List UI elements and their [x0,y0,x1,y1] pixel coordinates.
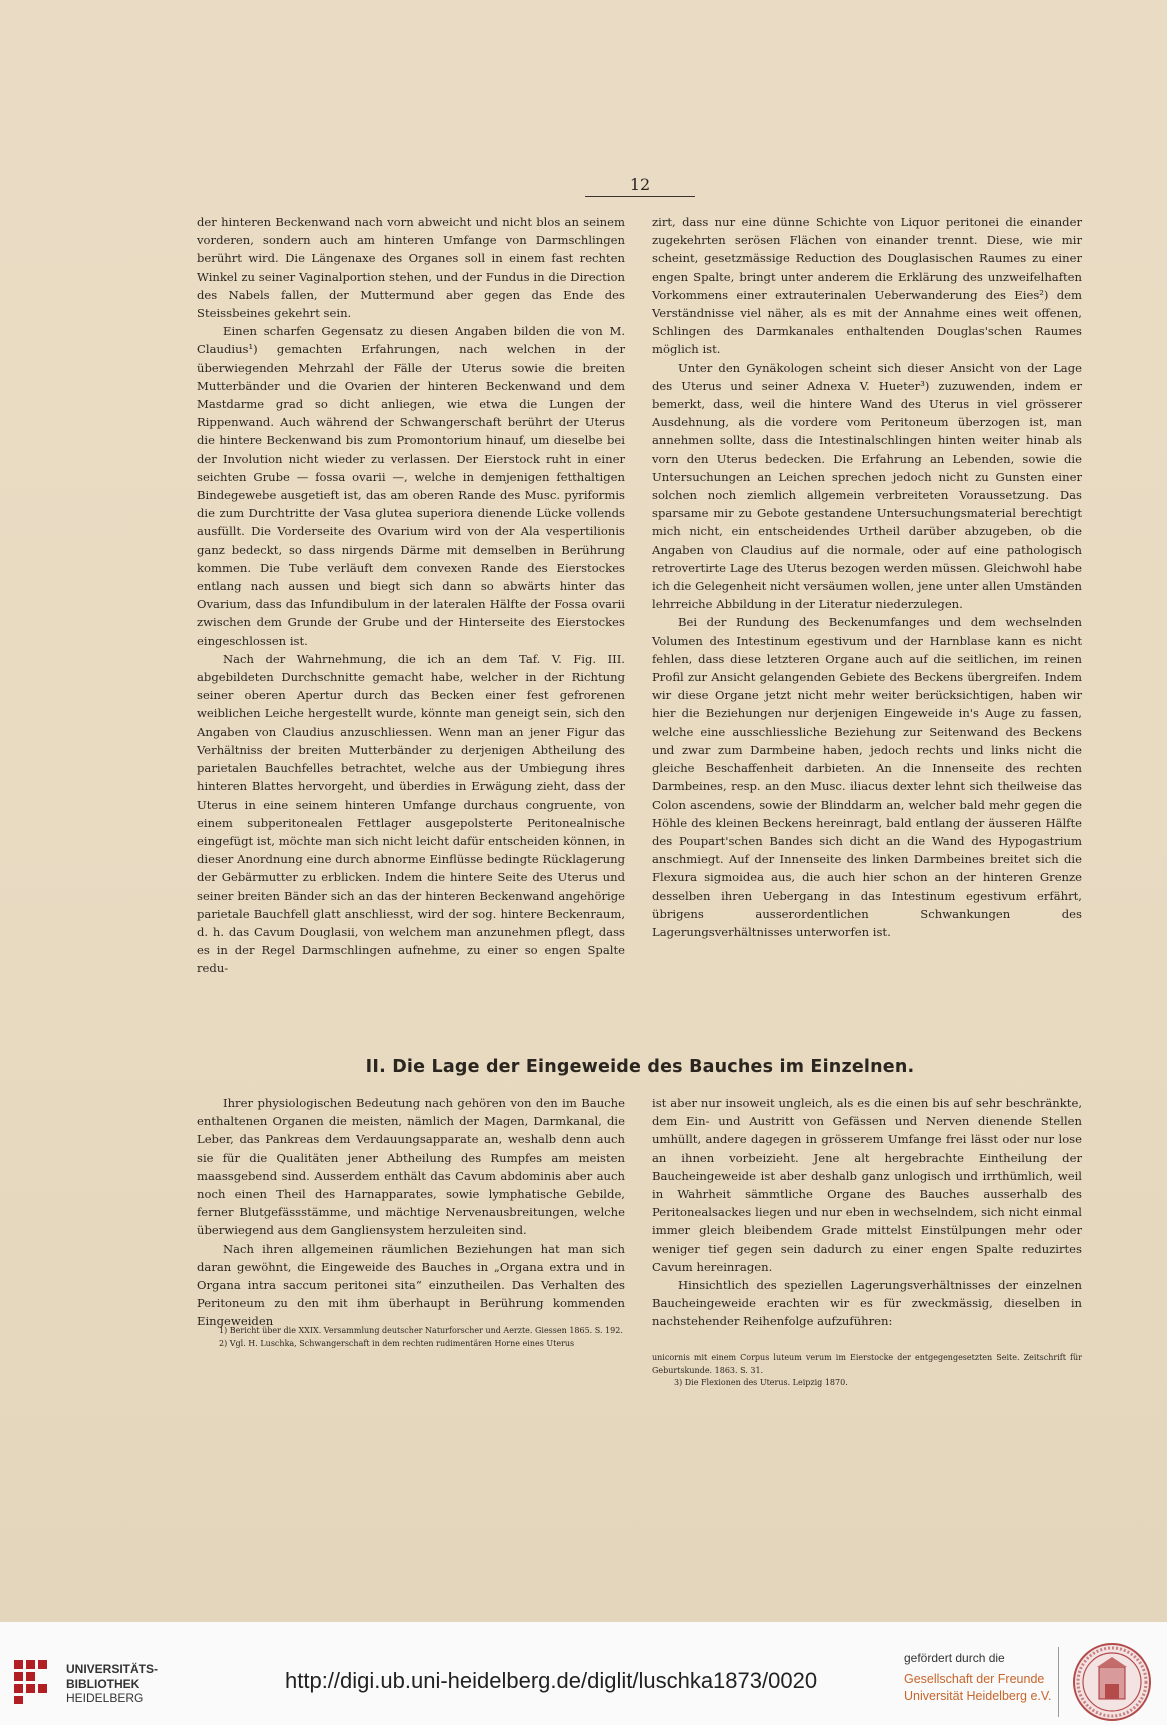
footnote: 2) Vgl. H. Luschka, Schwangerschaft in dem rechten rudimentären Horne eines Uterus [219,1338,575,1348]
page-number: 12 [585,175,695,197]
column-top-left [197,213,625,978]
ub-heidelberg-logo-icon [14,1660,60,1704]
footnotes-left [197,1325,625,1350]
section-heading: II. Die Lage der Eingeweide des Bauches im Einzelnen. [365,1057,915,1077]
sponsor-name: Gesellschaft der Freunde Universität Heidelberg e.V. [904,1672,1052,1703]
paragraph: Hinsichtlich des speziellen Lagerungsverhältnisses der einzelnen Baucheingeweide erachten wir es für zweckmässig, dieselben in nachstehender Reihenfolge aufzuführen: [652,1278,1082,1329]
library-name: UNIVERSITÄTS- BIBLIOTHEK HEIDELBERG [66,1662,159,1705]
column-bottom-right [652,1094,1082,1331]
footnote: 1) Bericht über die XXIX. Versammlung deutscher Naturforscher und Aerzte. Giessen 1865. S. 192. [219,1326,623,1335]
paragraph: Einen scharfen Gegensatz zu diesen Angaben bilden die von M. Claudius¹) gemachten Erfahrungen, nach welchen in der überwiegenden Mehrzahl der Fälle der Uterus sowie die breiten Mutterbänder und die Ovarien der hinteren Beckenwand und dem Mastdarme grad so dicht anliegen, wie etwa die Lungen der Rippenwand. Auch während der Schwangerschaft berührt der Uterus die hintere Beckenwand bis zum Promontorium hinauf, um dieselbe bei der Involution nicht wieder zu verlassen. Der Eierstock ruht in einer seichten Grube — fossa ovarii —, welche in demjenigen fetthaltigen Bindegewebe ausgetieft ist, das am oberen Rande des Musc. pyriformis die zum Durchtritte der Vasa glutea superiora dienende Lücke vollends ausfüllt. Die Vorderseite des Ovarium wird von der Ala vespertilionis ganz bedeckt, so dass nirgends Därme mit demselben in Berührung kommen. Die Tube verläuft dem convexen Rande des Eierstockes entlang nach aussen und biegt sich dann so abwärts hinter das Ovarium, dass das Infundibulum in der lateralen Hälfte der Fossa ovarii zwischen dem Grunde der Grube und der Hinterseite des Eierstockes eingeschlossen ist. [197,324,625,648]
paragraph: Bei der Rundung des Beckenumfanges und dem wechselnden Volumen des Intestinum egestivum und der Harnblase kann es nicht fehlen, dass diese letzteren Organe auch auf die seitlichen, im reinen Profil zur Ansicht gelangenden Gebiete des Beckens übergreifen. Indem wir diese Organe jetzt nicht mehr weiter berücksichtigen, haben wir hier die Beziehungen nur derjenigen Eingeweide in's Auge zu fassen, welche eine ausschliessliche Beziehung zur Seitenwand des Beckens und zwar zum Darmbeine haben, jedoch rechts und links nicht die gleiche Beschaffenheit darbieten. An die Innenseite des rechten Darmbeines, resp. an den Musc. iliacus dexter lehnt sich theilweise das Colon ascendens, sowie der Blinddarm an, welcher bald mehr gegen die Höhle des kleinen Beckens hereinragt, bald entlang der äusseren Hälfte des Poupart'schen Bandes sich dicht an die Wand des Hypogastrium anschmiegt. Auf der Innenseite des linken Darmbeines breitet sich die Flexura sigmoidea aus, die auch hier schon an der hinteren Grenze desselben ihren Uebergang in das Intestinum egestivum erfährt, übrigens ausserordentlichen Schwankungen des Lagerungsverhältnisses unterworfen ist. [652,615,1082,939]
column-top-right [652,213,1082,941]
paragraph: Unter den Gynäkologen scheint sich dieser Ansicht von der Lage des Uterus und seiner Adnexa V. Hueter³) zuzuwenden, indem er bemerkt, dass, weil die hintere Wand des Uterus in viel grösserer Ausdehnung, als die vordere vom Peritoneum überzogen ist, man annehmen sollte, dass die Intestinalschlingen hinten weiter hinab als vorn den Uterus bedecken. Die Erfahrung an Lebenden, sowie die Untersuchungen an Leichen sprechen jedoch nicht zu Gunsten einer solchen noch ziemlich allgemein verbreiteten Voraussetzung. Das sparsame mir zu Gebote gestandene Untersuchungsmaterial berechtigt mich nicht, ein entscheidendes Urtheil darüber abzugeben, ob die Angaben von Claudius auf die normale, oder auf eine pathologisch retrovertirte Lage des Uterus bezogen werden müssen. Gleichwohl habe ich die Gelegenheit nicht versäumen wollen, jene unter allen Umständen lehrreiche Abbildung in der Literatur niederzulegen. [652,360,1082,612]
footnote: 3) Die Flexionen des Uterus. Leipzig 1870. [674,1378,848,1387]
sponsor-label: gefördert durch die [904,1651,1005,1665]
footer-divider [1058,1647,1059,1717]
paragraph: zirt, dass nur eine dünne Schichte von Liquor peritonei die einander zugekehrten serösen Flächen von einander trennt. Diese, wie mir scheint, gesetzmässige Reduction des Douglasischen Raumes zu einer engen Spalte, bringt unter anderem die Erklärung des unzweifelhaften Vorkommens einer extrauterinalen Ueberwanderung des Eies²) dem Verständnisse viel näher, als es mit der Annahme eines weit offenen, Schlingen des Darmkanales enthaltenden Douglas'schen Raumes möglich ist. [652,215,1082,357]
footnotes-right [652,1352,1082,1390]
paragraph: Nach ihren allgemeinen räumlichen Beziehungen hat man sich daran gewöhnt, die Eingeweide des Bauches in „Organa extra und in Organa intra saccum peritonei sita“ einzutheilen. Das Verhalten des Peritoneum zu den mit ihm überhaupt in Berührung kommenden Eingeweiden [197,1241,625,1329]
paragraph: Nach der Wahrnehmung, die ich an dem Taf. V. Fig. III. abgebildeten Durchschnitte gemacht habe, welcher in der Richtung seiner oberen Apertur durch das Becken einer fest gefrorenen weiblichen Leiche hergestellt wurde, könnte man geneigt sein, sich den Angaben von Claudius anzuschliessen. Wenn man an jener Figur das Verhältniss der breiten Mutterbänder zu derjenigen Abtheilung des parietalen Bauchfelles betrachtet, welche aus der Umbiegung ihres hinteren Blattes hervorgeht, und überdies in Erwägung zieht, dass der Uterus in eine seinem hinteren Umfange durchaus congruente, von einem subperitonealen Fettlager ausgepolsterte Peritonealnische eingefügt ist, möchte man sich nicht leicht dafür entscheiden können, in dieser Anordnung eine durch abnorme Einflüsse bedingte Rücklagerung der Gebärmutter zu erblicken. Indem die hintere Seite des Uterus und seiner breiten Bänder sich an das der hinteren Beckenwand angehörige parietale Bauchfell glatt anschliesst, wird der sog. hintere Beckenraum, d. h. das Cavum Douglasii, von welchem man anzunehmen pflegt, dass es in der Regel Darmschlingen aufnehme, zu einer so engen Spalte redu- [197,651,625,976]
paragraph: ist aber nur insoweit ungleich, als es die einen bis auf sehr beschränkte, dem Ein- und Austritt von Gefässen und Nerven dienende Stellen umhüllt, andere dagegen in grösserem Umfange frei lässt oder nur lose an ihnen vorbeizieht. Jene alt hergebrachte Eintheilung der Baucheingeweide ist aber deshalb ganz unlogisch und irrthümlich, weil in Wahrheit sämmtliche Organe des Bauches ausserhalb des Peritonealsackes liegen und nur eben in wechselndem, sich nicht einmal immer gleich bleibendem Grade mittelst Einstülpungen mehr oder weniger tief gegen sein dadurch zu einer engen Spalte reduzirtes Cavum hereinragen. [652,1096,1082,1274]
university-seal-icon [1072,1642,1152,1722]
paragraph: Ihrer physiologischen Bedeutung nach gehören von den im Bauche enthaltenen Organen die meisten, nämlich der Magen, Darmkanal, die Leber, das Pankreas dem Verdauungsapparate an, weshalb denn auch sie für die Qualitäten jener Abtheilung des Rumpfes am meisten maassgebend sind. Ausserdem enthält das Cavum abdominis aber auch noch einen Theil des Harnapparates, sowie lymphatische Gebilde, ferner Blutgefässstämme, und mächtige Nervenausbreitungen, welche überwiegend aus dem Gangliensystem herzuleiten sind. [197,1096,625,1238]
footnote: unicornis mit einem Corpus luteum verum im Eierstocke der entgegengesetzten Seite. Zeitschrift für Geburtskunde. 1863. S. 31. [652,1353,1082,1375]
paragraph: der hinteren Beckenwand nach vorn abweicht und nicht blos an seinem vorderen, sondern auch am hinteren Umfange von Darmschlingen berührt wird. Die Längenaxe des Organes soll in einem fast rechten Winkel zu seiner Vaginalportion stehen, und der Fundus in die Direction des Nabels fallen, der Muttermund aber gegen das Ende des Steissbeines gekehrt sein. [197,215,625,321]
footer-bar [0,1622,1167,1725]
column-bottom-left [197,1094,625,1331]
permalink-url[interactable]: http://digi.ub.uni-heidelberg.de/diglit/luschka1873/0020 [285,1668,818,1693]
